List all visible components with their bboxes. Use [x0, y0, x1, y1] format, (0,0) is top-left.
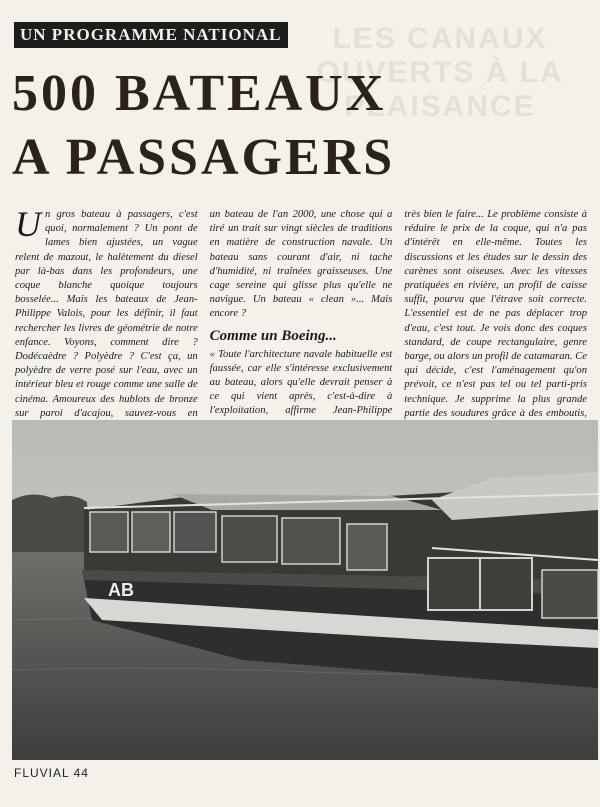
- subheading: Comme un Boeing...: [209, 327, 337, 344]
- boat-photo-illustration: [12, 420, 598, 760]
- drop-cap: U: [15, 204, 41, 244]
- article-column-1: [15, 204, 198, 419]
- headline-line-2: A PASSAGERS: [12, 129, 396, 186]
- column-2-text: un bateau de l'an 2000, une chose qui a tiré un trait sur vingt siècles de traditions en matière de construction navale. Un bateau sans courant d'air, ni tache d'humidité, ni traînées graisseuses. Une cage sereine qui glisse plus qu'elle ne navigue. Un bateau « clean »... Mais encore ?: [209, 209, 393, 320]
- hull-logo: AB: [108, 580, 134, 600]
- column-3-text: très bien le faire... Le problème consiste à réduire le prix de la coque, qui n'a pas d'intérêt en elle-même. Toutes les discussions et les études sur le dessin des carènes sont oiseuses. Avec les vitesses pratiquées en rivière, un profil de caisse suffit, pourvu que l'étrave soit correcte. L'essentiel est de ne pas déplacer trop d'eau, c'est tout. Je vois donc des coques standard, de coupe rectangulaire, genre barge, ou alors un profil de catamaran. Ce qui décide, c'est l'aménagement qu'on prévoit, ce n'est pas tel ou tel parti-pris technique. Je supprime la plus grande partie des soudures grâce à des emboutis,: [404, 209, 588, 419]
- headline: [12, 62, 592, 190]
- column-1-text: n gros bateau à passagers, c'est quoi, normalement ? Un pont de lames bien ajustées, un vague relent de mazout, le halètement du diesel par là-bas dans les profondeurs, une coque blanche quoique toujours bosselée... Mais les bateaux de Jean-Philippe Valois, pour les définir, il faut rechercher les livres de géométrie de notre enfance. Voyons, comment dire ? Dodécaèdre ? Polyèdre ? C'est ça, un polyèdre de verre posé sur l'eau, avec un intérieur bleu et rouge comme une salle de cinéma. Amoureux des hublots de bronze sur paroi d'acajou, sauvez-vous en: [15, 209, 198, 419]
- article-columns: [15, 204, 588, 419]
- ghost-headline-line-2: OUVERTS À LA PLAISANCE: [316, 56, 564, 123]
- page-footer: FLUVIAL 44: [14, 766, 89, 780]
- column-2-text-continued: « Toute l'architecture navale habituelle est faussée, car elle s'intéresse exclusivement au bateau, alors qu'elle devrait penser à ce qui vient après, c'est-à-dire à l'exploitation, affirme Jean-Philippe: [209, 348, 393, 417]
- headline-line-1: 500 BATEAUX: [12, 65, 387, 122]
- section-kicker: UN PROGRAMME NATIONAL: [14, 22, 288, 48]
- boat-photo: [12, 420, 598, 760]
- ghost-headline-line-1: LES CANAUX: [332, 22, 548, 55]
- article-column-3: [404, 208, 588, 419]
- article-column-2: [210, 208, 393, 416]
